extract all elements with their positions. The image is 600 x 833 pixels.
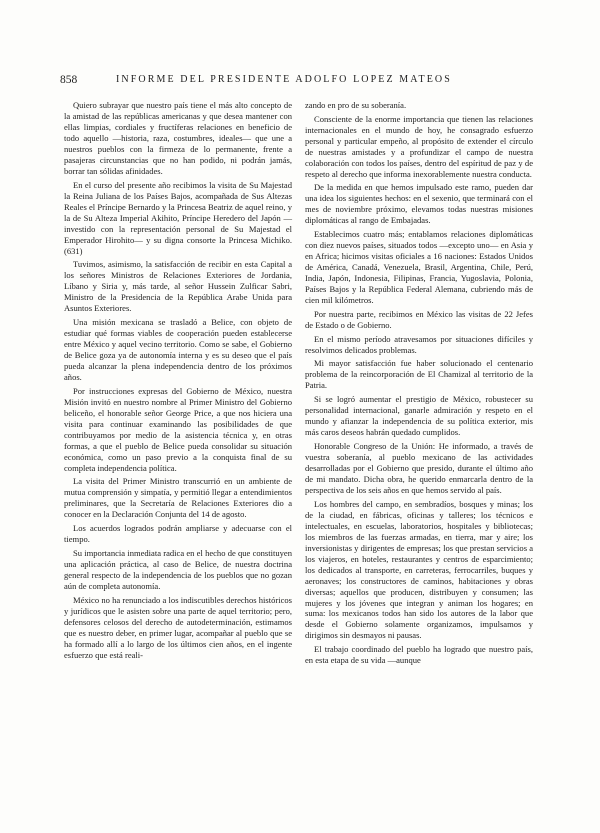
paragraph: Mi mayor satisfacción fue haber solucionado el centenario problema de la reincorporación de El Chamizal al territorio de la Patria. [305, 358, 533, 391]
paragraph: Una misión mexicana se trasladó a Belice, con objeto de estudiar qué formas viables de cooperación pueden establecerse entre México y aquel vecino territorio. Como se sabe, el Gobierno de Belice goza ya de autonomía interna y es su deseo que el país pueda alcanzar la plena independencia dentro de los próximos años. [64, 317, 292, 383]
page-number: 858 [60, 74, 78, 86]
paragraph: Los acuerdos logrados podrán ampliarse y adecuarse con el tiempo. [64, 523, 292, 545]
paragraph: De la medida en que hemos impulsado este ramo, pueden dar una idea los siguientes hechos: en el sexenio, que terminará con el mes de noviembre próximo, elevamos todas nuestras misiones diplomáticas al rango de Embajadas. [305, 182, 533, 226]
paragraph: Por instrucciones expresas del Gobierno de México, nuestra Misión invitó en nuestro nombre al Primer Ministro del Gobierno beliceño, el honorable señor George Price, a que nos hiciera una visita para continuar examinando las posibilidades de que contribuyamos por medio de la asistencia técnica y, en otras formas, a que el pueblo de Belice pueda consolidar su situación económica, como un paso previo a la conquista final de su completa independencia política. [64, 385, 292, 473]
paragraph: Los hombres del campo, en sembradíos, bosques y minas; los de la ciudad, en fábricas, oficinas y talleres; los técnicos e intelectuales, en escuelas, laboratorios, hospitales y bibliotecas; los miembros de las fuerzas armadas, en tierra, mar y aire; los inversionistas y dirigentes de empresas; los que prestan servicios a los viajeros, en hoteles, restaurantes y centros de esparcimiento; los dedicados al transporte, en carreteras, ferrocarriles, buques y aeronaves; los constructores de caminos, habitaciones y obras diversas; aquellos que producen, distribuyen y consumen; las mujeres y los jóvenes que integran y animan los hogares; en suma: los mexicanos todos han sido los autores de la labor que desde el Gobierno solamente organizamos, impulsamos y dirigimos sin desmayos ni pausas. [305, 498, 533, 641]
paragraph: Quiero subrayar que nuestro país tiene el más alto concepto de la amistad de las repúblicas americanas y que desea mantener con ellas limpias, cordiales y fructíferas relaciones en beneficio de todo aquello —historia, raza, costumbres, ideales— que une a nuestros pueblos con la firmeza de lo permanente, frente a pasajeras circunstancias que no han podido, ni podrán jamás, borrar tan sólidas afinidades. [64, 100, 292, 176]
paragraph: Consciente de la enorme importancia que tienen las relaciones internacionales en el mundo de hoy, he consagrado esfuerzo personal y particular empeño, al propósito de extender el círculo de nuestras amistades y a profundizar el campo de nuestra colaboración con todos los países, dentro del espíritud de paz y de respeto al derecho que informa inexorablemente nuestra conducta. [305, 113, 533, 179]
paragraph: Su importancia inmediata radica en el hecho de que constituyen una aplicación práctica, al caso de Belice, de nuestra doctrina general respecto de la independencia de los pueblos que no gozan aún de completa autonomía. [64, 547, 292, 591]
paragraph: Honorable Congreso de la Unión: He informado, a través de vuestra soberanía, al pueblo mexicano de las actividades desarrolladas por el Gobierno que presido, durante el último año de mi mandato. Dicha obra, he querido enmarcarla dentro de la perspectiva de los seis años en que hemos servido al país. [305, 440, 533, 495]
paragraph: El trabajo coordinado del pueblo ha logrado que nuestro país, en esta etapa de su vida —aunque [305, 644, 533, 666]
paragraph: Por nuestra parte, recibimos en México las visitas de 22 Jefes de Estado o de Gobierno. [305, 308, 533, 330]
paragraph: Si se logró aumentar el prestigio de México, robustecer su personalidad internacional, ganarle admiración y respeto en el mundo y afianzar la independencia de su política exterior, mis más caros deseos habrán quedado cumplidos. [305, 394, 533, 438]
running-header [60, 74, 560, 88]
left-column [64, 100, 292, 663]
paragraph-continuation: zando en pro de su soberanía. [305, 100, 407, 110]
paragraph: En el mismo período atravesamos por situaciones difíciles y resolvimos delicados problemas. [305, 333, 533, 355]
paragraph: En el curso del presente año recibimos la visita de Su Majestad la Reina Juliana de los Países Bajos, acompañada de Sus Altezas Reales el Príncipe Bernardo y la Princesa Beatriz de aquel reino, y la de Su Alteza Imperial Akihito, Príncipe Heredero del Japón —investido con la representación personal de Su Majestad el Emperador Hirohito— y su digna consorte la Princesa Michiko. (631) [64, 179, 292, 256]
paragraph: La visita del Primer Ministro transcurrió en un ambiente de mutua comprensión y simpatía, y permitió llegar a entendimientos preliminares, que la Secretaría de Relaciones Exteriores dio a conocer en la Declaración Conjunta del 14 de agosto. [64, 476, 292, 520]
paragraph: Tuvimos, asimismo, la satisfacción de recibir en esta Capital a los señores Ministros de Relaciones Exteriores de Jordania, Líbano y Siria y, más tarde, al señor Hussein Zulficar Sabri, Ministro de la Presidencia de la República Arabe Unida para Asuntos Exteriores. [64, 259, 292, 314]
right-column [305, 100, 533, 669]
header-title: INFORME DEL PRESIDENTE ADOLFO LOPEZ MATEOS [116, 74, 452, 85]
paragraph: México no ha renunciado a los indiscutibles derechos históricos y jurídicos que le asisten sobre una parte de aquel territorio; pero, defensores celosos del derecho de autodeterminación, estimamos que es nuestro deber, en primer lugar, acompañar al pueblo que se ha formado allí a lo largo de los últimos cien años, en el ingente esfuerzo que está reali- [64, 594, 292, 660]
paragraph: Establecimos cuatro más; entablamos relaciones diplomáticas con diez nuevos países, situados todos —excepto uno— en Asia y en Africa; hicimos visitas oficiales a 16 naciones: Estados Unidos de América, Canadá, Venezuela, Brasil, Argentina, Chile, Perú, India, Japón, Indonesia, Filipinas, Francia, Yugoslavia, Polonia, Países Bajos y la República Federal Alemana, cubriendo más de cien mil kilómetros. [305, 229, 533, 306]
